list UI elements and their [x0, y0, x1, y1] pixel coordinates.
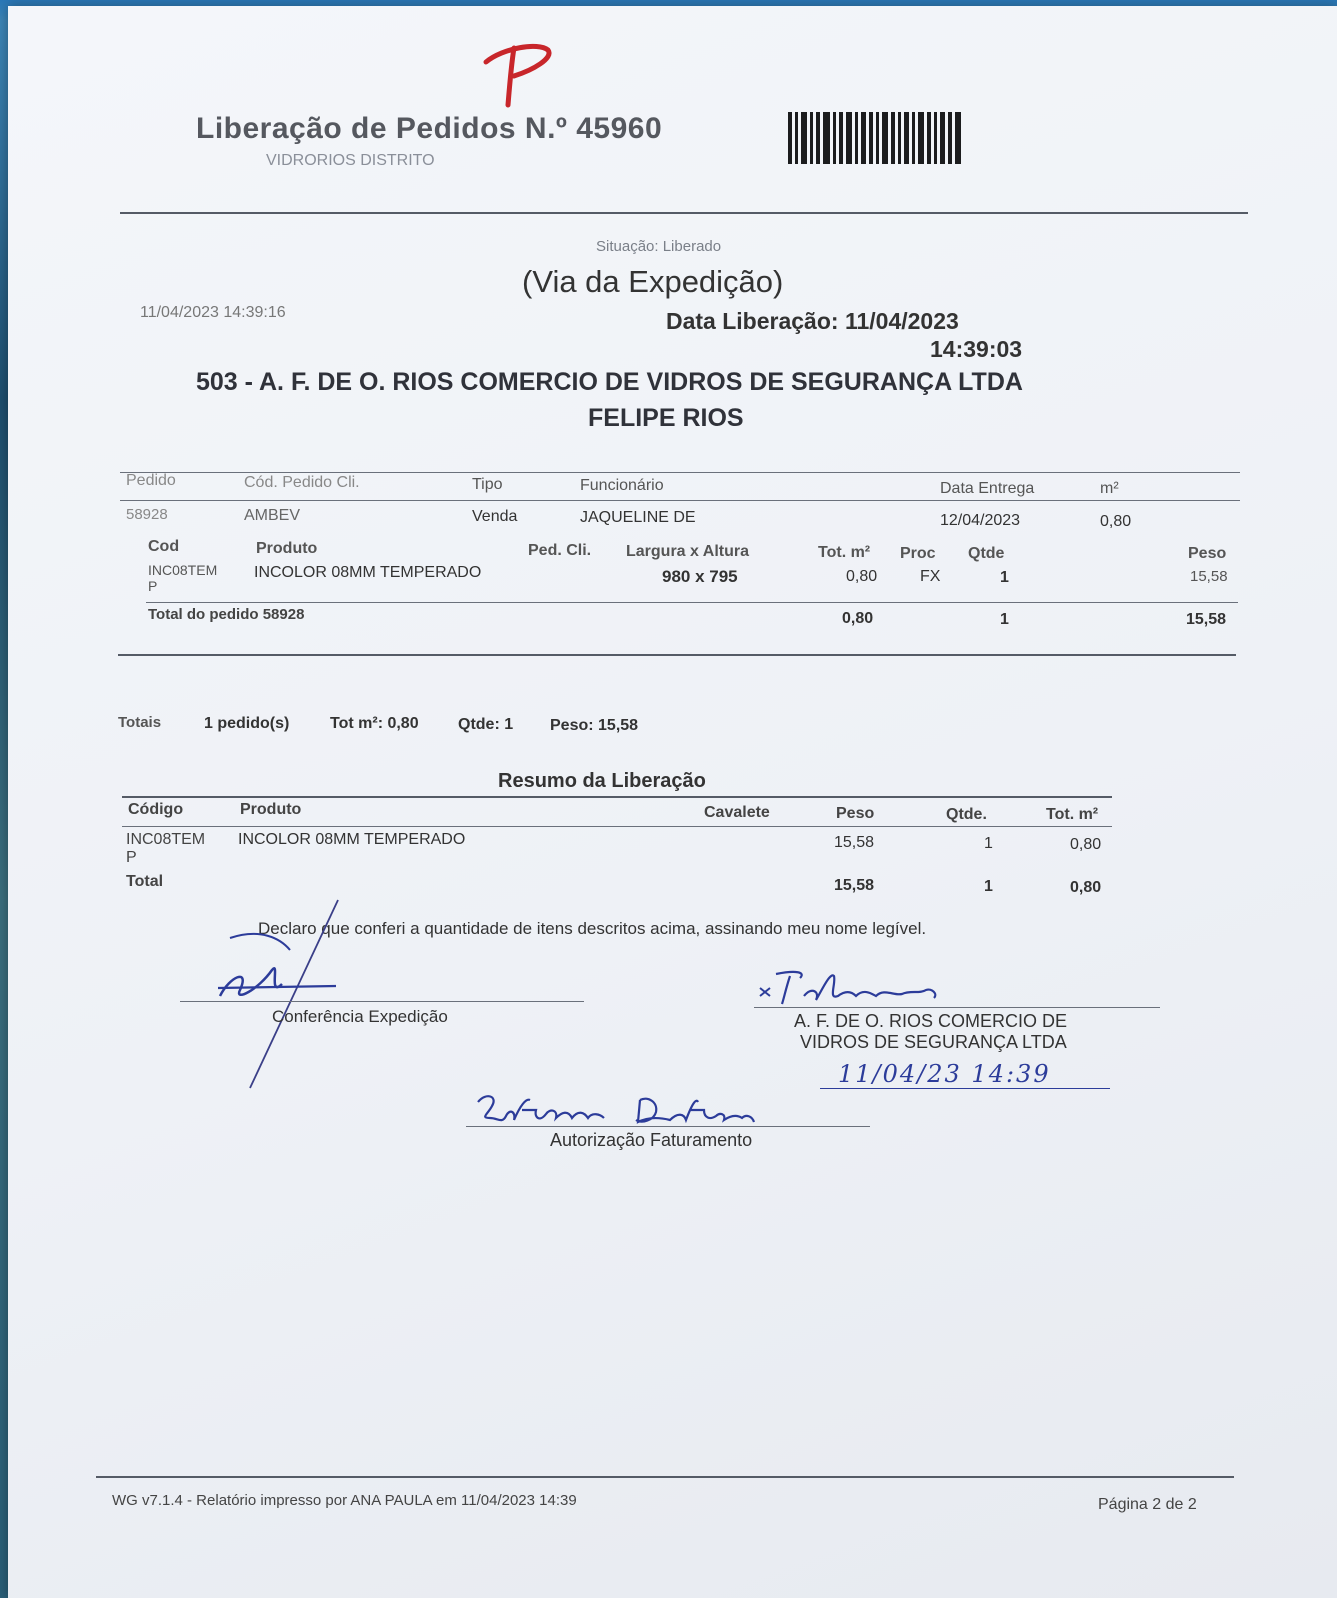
order-data-entrega: 12/04/2023 [940, 512, 1021, 529]
item-cod-line1: INC08TEM [148, 562, 218, 578]
resumo-header-produto: Produto [240, 801, 302, 818]
resumo-total-tot-m2: 0,80 [1070, 879, 1102, 896]
footer-printed-by: WG v7.1.4 - Relatório impresso por ANA PAULA em 11/04/2023 14:39 [112, 1492, 577, 1509]
item-header-ped-cli: Ped. Cli. [528, 542, 592, 559]
order-total-tot-m2: 0,80 [842, 610, 874, 627]
order-total-qtde: 1 [1000, 611, 1009, 628]
handwritten-date: 11/04/23 14:39 [838, 1060, 1051, 1088]
totals-qtde: Qtde: 1 [458, 716, 514, 733]
barcode [788, 112, 988, 164]
item-proc: FX [920, 568, 941, 585]
order-tipo: Venda [472, 508, 518, 525]
signature-company [756, 966, 946, 1008]
item-tot-m2: 0,80 [846, 568, 878, 585]
order-cod-pedido-cli: AMBEV [244, 507, 301, 524]
resumo-total-peso: 15,58 [834, 877, 875, 894]
item-header-qtde: Qtde [968, 545, 1005, 562]
resumo-top-rule [122, 796, 1112, 798]
item-header-tot-m2: Tot. m² [818, 544, 871, 561]
declaration-text: Declaro que conferi a quantidade de itens descritos acima, assinando meu nome legível. [258, 919, 927, 938]
item-produto: INCOLOR 08MM TEMPERADO [254, 564, 482, 581]
handwritten-date-underline [820, 1088, 1110, 1089]
item-total-rule [146, 602, 1238, 603]
signature-conferencia [210, 898, 350, 1098]
order-m2: 0,80 [1100, 513, 1132, 530]
order-total-peso: 15,58 [1186, 611, 1227, 628]
item-header-cod: Cod [148, 538, 180, 555]
totals-peso: Peso: 15,58 [550, 717, 639, 734]
signature-autorizacao [472, 1088, 762, 1134]
order-pedido: 58928 [126, 506, 168, 523]
situacao-label: Situação: Liberado [596, 238, 722, 255]
resumo-codigo-line2: P [126, 849, 137, 866]
resumo-header-qtde: Qtde. [946, 806, 987, 823]
header-divider [120, 212, 1248, 214]
item-header-largura-altura: Largura x Altura [626, 543, 749, 560]
item-qtde: 1 [1000, 569, 1009, 586]
order-funcionario: JAQUELINE DE [580, 509, 696, 526]
via-label: (Via da Expedição) [522, 264, 784, 299]
col-header-tipo: Tipo [472, 476, 503, 493]
resumo-peso: 15,58 [834, 834, 875, 851]
printed-timestamp: 11/04/2023 14:39:16 [140, 304, 286, 321]
resumo-codigo-line1: INC08TEM [126, 831, 206, 848]
signature-line-conferencia [180, 1001, 584, 1002]
totals-tot-m2: Tot m²: 0,80 [330, 715, 419, 732]
client-contact: FELIPE RIOS [588, 404, 744, 432]
order-table-bottom-rule [118, 654, 1236, 656]
col-header-funcionario: Funcionário [580, 477, 664, 494]
data-liberacao-time: 14:39:03 [930, 336, 1023, 362]
totals-pedidos: 1 pedido(s) [204, 715, 290, 732]
signature-line-autorizacao [466, 1126, 870, 1127]
col-header-m2: m² [1100, 480, 1119, 497]
col-header-pedido: Pedido [126, 472, 176, 489]
order-total-label: Total do pedido 58928 [148, 606, 305, 623]
signature-line-company [754, 1007, 1160, 1008]
data-liberacao: Data Liberação: 11/04/2023 [666, 308, 959, 334]
totals-label: Totais [118, 714, 162, 731]
resumo-header-codigo: Código [128, 801, 184, 818]
resumo-qtde: 1 [984, 835, 993, 852]
item-dimensions: 980 x 795 [662, 567, 738, 586]
label-conferencia-expedicao: Conferência Expedição [272, 1007, 448, 1026]
item-header-peso: Peso [1188, 545, 1227, 562]
resumo-header-rule [122, 826, 1112, 827]
footer-page-number: Página 2 de 2 [1098, 1496, 1197, 1513]
item-cod-line2: P [148, 578, 158, 594]
signature-company-line2: VIDROS DE SEGURANÇA LTDA [800, 1032, 1067, 1052]
resumo-header-peso: Peso [836, 805, 875, 822]
resumo-header-cavalete: Cavalete [704, 804, 770, 821]
order-table-top-rule [120, 472, 1240, 473]
col-header-data-entrega: Data Entrega [940, 480, 1035, 497]
resumo-header-tot-m2: Tot. m² [1046, 806, 1099, 823]
client-name: 503 - A. F. DE O. RIOS COMERCIO DE VIDROS DE SEGURANÇA LTDA [196, 368, 1023, 396]
resumo-produto: INCOLOR 08MM TEMPERADO [238, 831, 466, 848]
item-peso: 15,58 [1190, 568, 1228, 585]
document-title: Liberação de Pedidos N.º 45960 [196, 112, 663, 145]
label-autorizacao-faturamento: Autorização Faturamento [550, 1130, 753, 1150]
col-header-cod-pedido-cli: Cód. Pedido Cli. [244, 474, 360, 491]
resumo-tot-m2: 0,80 [1070, 836, 1102, 853]
resumo-total-label: Total [126, 873, 164, 890]
item-header-proc: Proc [900, 545, 936, 562]
company-subtitle: VIDRORIOS DISTRITO [266, 152, 435, 169]
order-header-rule [120, 500, 1240, 501]
signature-company-line1: A. F. DE O. RIOS COMERCIO DE [794, 1011, 1068, 1031]
footer-rule [96, 1476, 1234, 1478]
handwritten-p-mark [478, 40, 558, 110]
resumo-title: Resumo da Liberação [498, 770, 706, 792]
item-header-produto: Produto [256, 540, 318, 557]
resumo-total-qtde: 1 [984, 878, 993, 895]
